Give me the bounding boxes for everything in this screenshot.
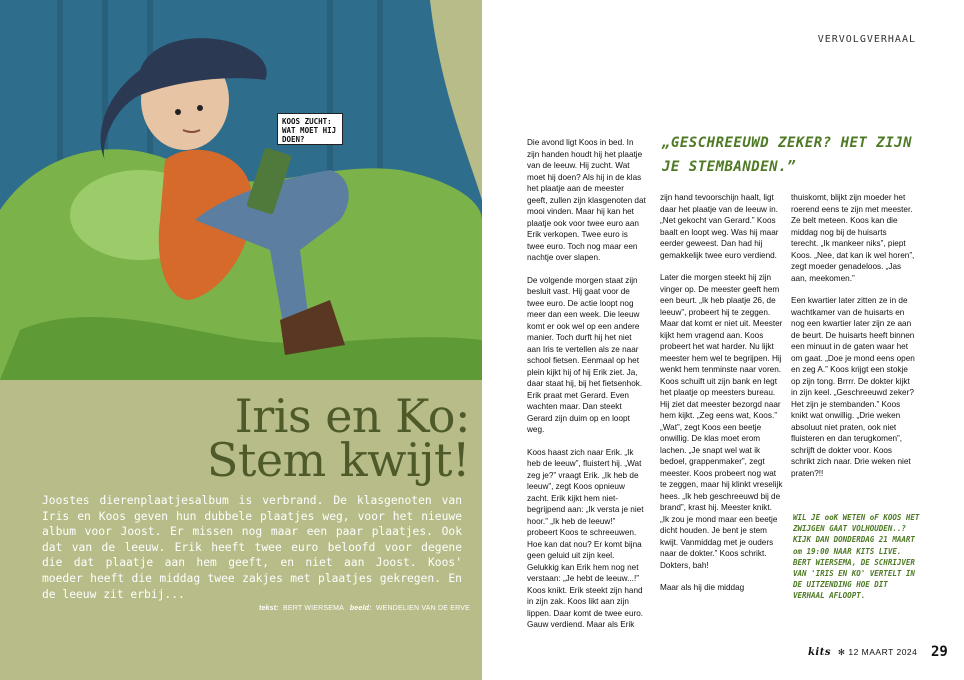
credit-author: BERT WIERSEMA — [282, 605, 344, 612]
issue-date: 12 MAART 2024 — [848, 647, 918, 657]
paragraph: De volgende morgen staat zijn besluit vast. Hij gaat voor de twee euro. De actie loopt nog meer dan een week. Die leeuw komt er ook wel op een andere manier. Toch durft hij het niet aan Iris te vertellen als ze naar school fietsen. Eenmaal op het plein kijkt hij of hij Erik ziet. Ja, daar staat hij, bij het fietsenhok. Erik praat met Gerard. Even wachten maar. Dan steekt Gerard zijn duim op en loopt weg. — [527, 275, 643, 434]
pull-quote: „GESCHREEUWD ZEKER? HET ZIJN JE STEMBANDEN.” — [662, 135, 913, 175]
promo-text: WIL JE ooK WETEN oF KOOS HET ZWIJGEN GAAT VOLHOUDEN..? KIJK DAN DONDERDAG 21 MAART om 19:00 NAAR KITS LIVE. BERT WIERSEMA, DE SCHRIJVER VAN 'IRIS EN KO' VERTELT IN DE UITZENDING HOE DIT VERHAAL AFLOOPT. — [793, 513, 920, 601]
paragraph: Koos haast zich naar Erik. „Ik heb de leeuw”, fluistert hij. „Wat zeg je?” vraagt Erik. „Ik heb de leeuw”, zegt Koos opnieuw zacht. Erik kijkt hem niet-begrijpend aan: „Ik versta je niet hoor.” „Ik heb de leeuw!” probeert Koos te schreeuwen. Hoe kan dat nou? Er komt bijna geen geluid uit zijn keel. Gelukkig kan Erik hem nog net verstaan: „Je hebt de leeuw...!” Koos knikt. Erik steekt zijn hand in zijn zak. Koos likt aan zijn lippen. Daar komt de twee euro. Gauw verdiend. Maar als Erik — [527, 447, 644, 629]
paragraph: Die avond ligt Koos in bed. In zijn handen houdt hij het plaatje van de leeuw. Hij zucht. Wat moet hij doen? Als hij in de klas het plaatje aan de meester geeft, zullen zijn klasgenoten dat mooi vinden. Maar hij kan het plaatje ook voor twee euro aan Erik verkopen. Twee euro is twee euro. Toch nog maar een nachtje over slapen. — [527, 138, 646, 262]
text-column-1 — [527, 137, 646, 642]
speech-bubble: KOOS ZUCHT: WAT MOET HIJ DOEN? — [277, 113, 343, 145]
page-footer — [808, 647, 917, 658]
paragraph: thuiskomt, blijkt zijn moeder het roerend eens te zijn met meester. Ze belt meteen. Koos kan die middag nog bij de huisarts terecht. „Ik mankeer niks”, piept Koos. „Nee, dat kan ik wel horen”, zegt moeder genadeloos. „Jas aan, meekomen.” — [791, 193, 915, 283]
credit-art-label: beeld: — [349, 605, 372, 612]
credit-illustrator: WENDELIEN VAN DE ERVE — [375, 605, 470, 612]
credit-text-label: tekst: — [258, 605, 279, 612]
paragraph: Later die morgen steekt hij zijn vinger op. De meester geeft hem een beurt. „Ik heb plaatje 26, de leeuw”, probeert hij te zeggen. Maar dat komt er niet uit. Meester kijkt hem vragend aan. Koos probeert het wat harder. Nu lijkt meester hem wel te begrijpen. Hij wenkt hem tenminste naar voren. Koos schuift uit zijn bank en legt het plaatje op meesters bureau. Hij ziet dat meester bezorgd naar hem kijkt. „Zeg eens wat, Koos.” „Wat”, zegt Koos een beetje onwillig. De klas moet erom lachen. „Je snapt wel wat ik bedoel, grappenmaker”, zegt meester. Koos probeert nog wat te zeggen, maar hij klinkt vreselijk hees. „Ik heb geschreeuwd bij de brand”, krast hij. Meester knikt. „Ik zou je mond maar een beetje dicht houden. Je bent je stem kwijt. Vanmiddag met je ouders naar de dokter.” Koos schrikt. Dokters, bah! — [660, 273, 783, 570]
magazine-logo: kits — [808, 647, 831, 658]
paragraph: Maar als hij die middag — [660, 583, 745, 592]
article-title — [150, 389, 470, 487]
text-column-2 — [660, 192, 783, 605]
credits — [180, 605, 470, 612]
section-label: VERVOLGVERHAAL — [817, 34, 916, 45]
paragraph: Een kwartier later zitten ze in de wachtkamer van de huisarts en nog een kwartier later zijn ze aan de beurt. De huisarts heeft binnen een minuut in de gaten waar het om gaat. „Doe je mond eens open en zeg A.” Koos krijgt een stokje op zijn tong. Brrrr. De dokter kijkt in zijn keel. „Geschreeuwd zeker? Het zijn je stembanden.” Koos knikt wat onwillig. „Drie weken absoluut niet praten, ook niet fluisteren en dan terugkomen”, schrijft de dokter voor. Koos schrikt zich naar. Drie weken niet praten?!! — [791, 296, 915, 478]
intro-text: Joostes dierenplaatjesalbum is verbrand. De klasgenoten van Iris en Koos geven hun dubbele plaatjes weg, voor het nieuwe album voor Joost. Er missen nog maar een paar plaatjes. Ook dat van de leeuw. Erik heeft twee euro beloofd voor degene die dat plaatje aan hem geeft, en niet aan Joost. Koos' moeder heeft die middag twee zakjes met plaatjes gekregen. En de leeuw zit erbij... — [42, 494, 462, 601]
paragraph: zijn hand tevoorschijn haalt, ligt daar het plaatje van de leeuw in. „Net gekocht van Gerard.” Koos baalt en loopt weg. Was hij maar eerder geweest. Dan had hij gemakkelijk twee euro verdiend. — [660, 193, 779, 260]
boy-in-bed-illustration — [0, 0, 482, 380]
star-icon: ✻ — [837, 647, 846, 657]
title-line-1: Iris en Ko: — [234, 389, 470, 443]
title-line-2: Stem kwijt! — [206, 433, 470, 487]
text-column-3 — [791, 192, 916, 490]
page-number: 29 — [931, 644, 948, 660]
